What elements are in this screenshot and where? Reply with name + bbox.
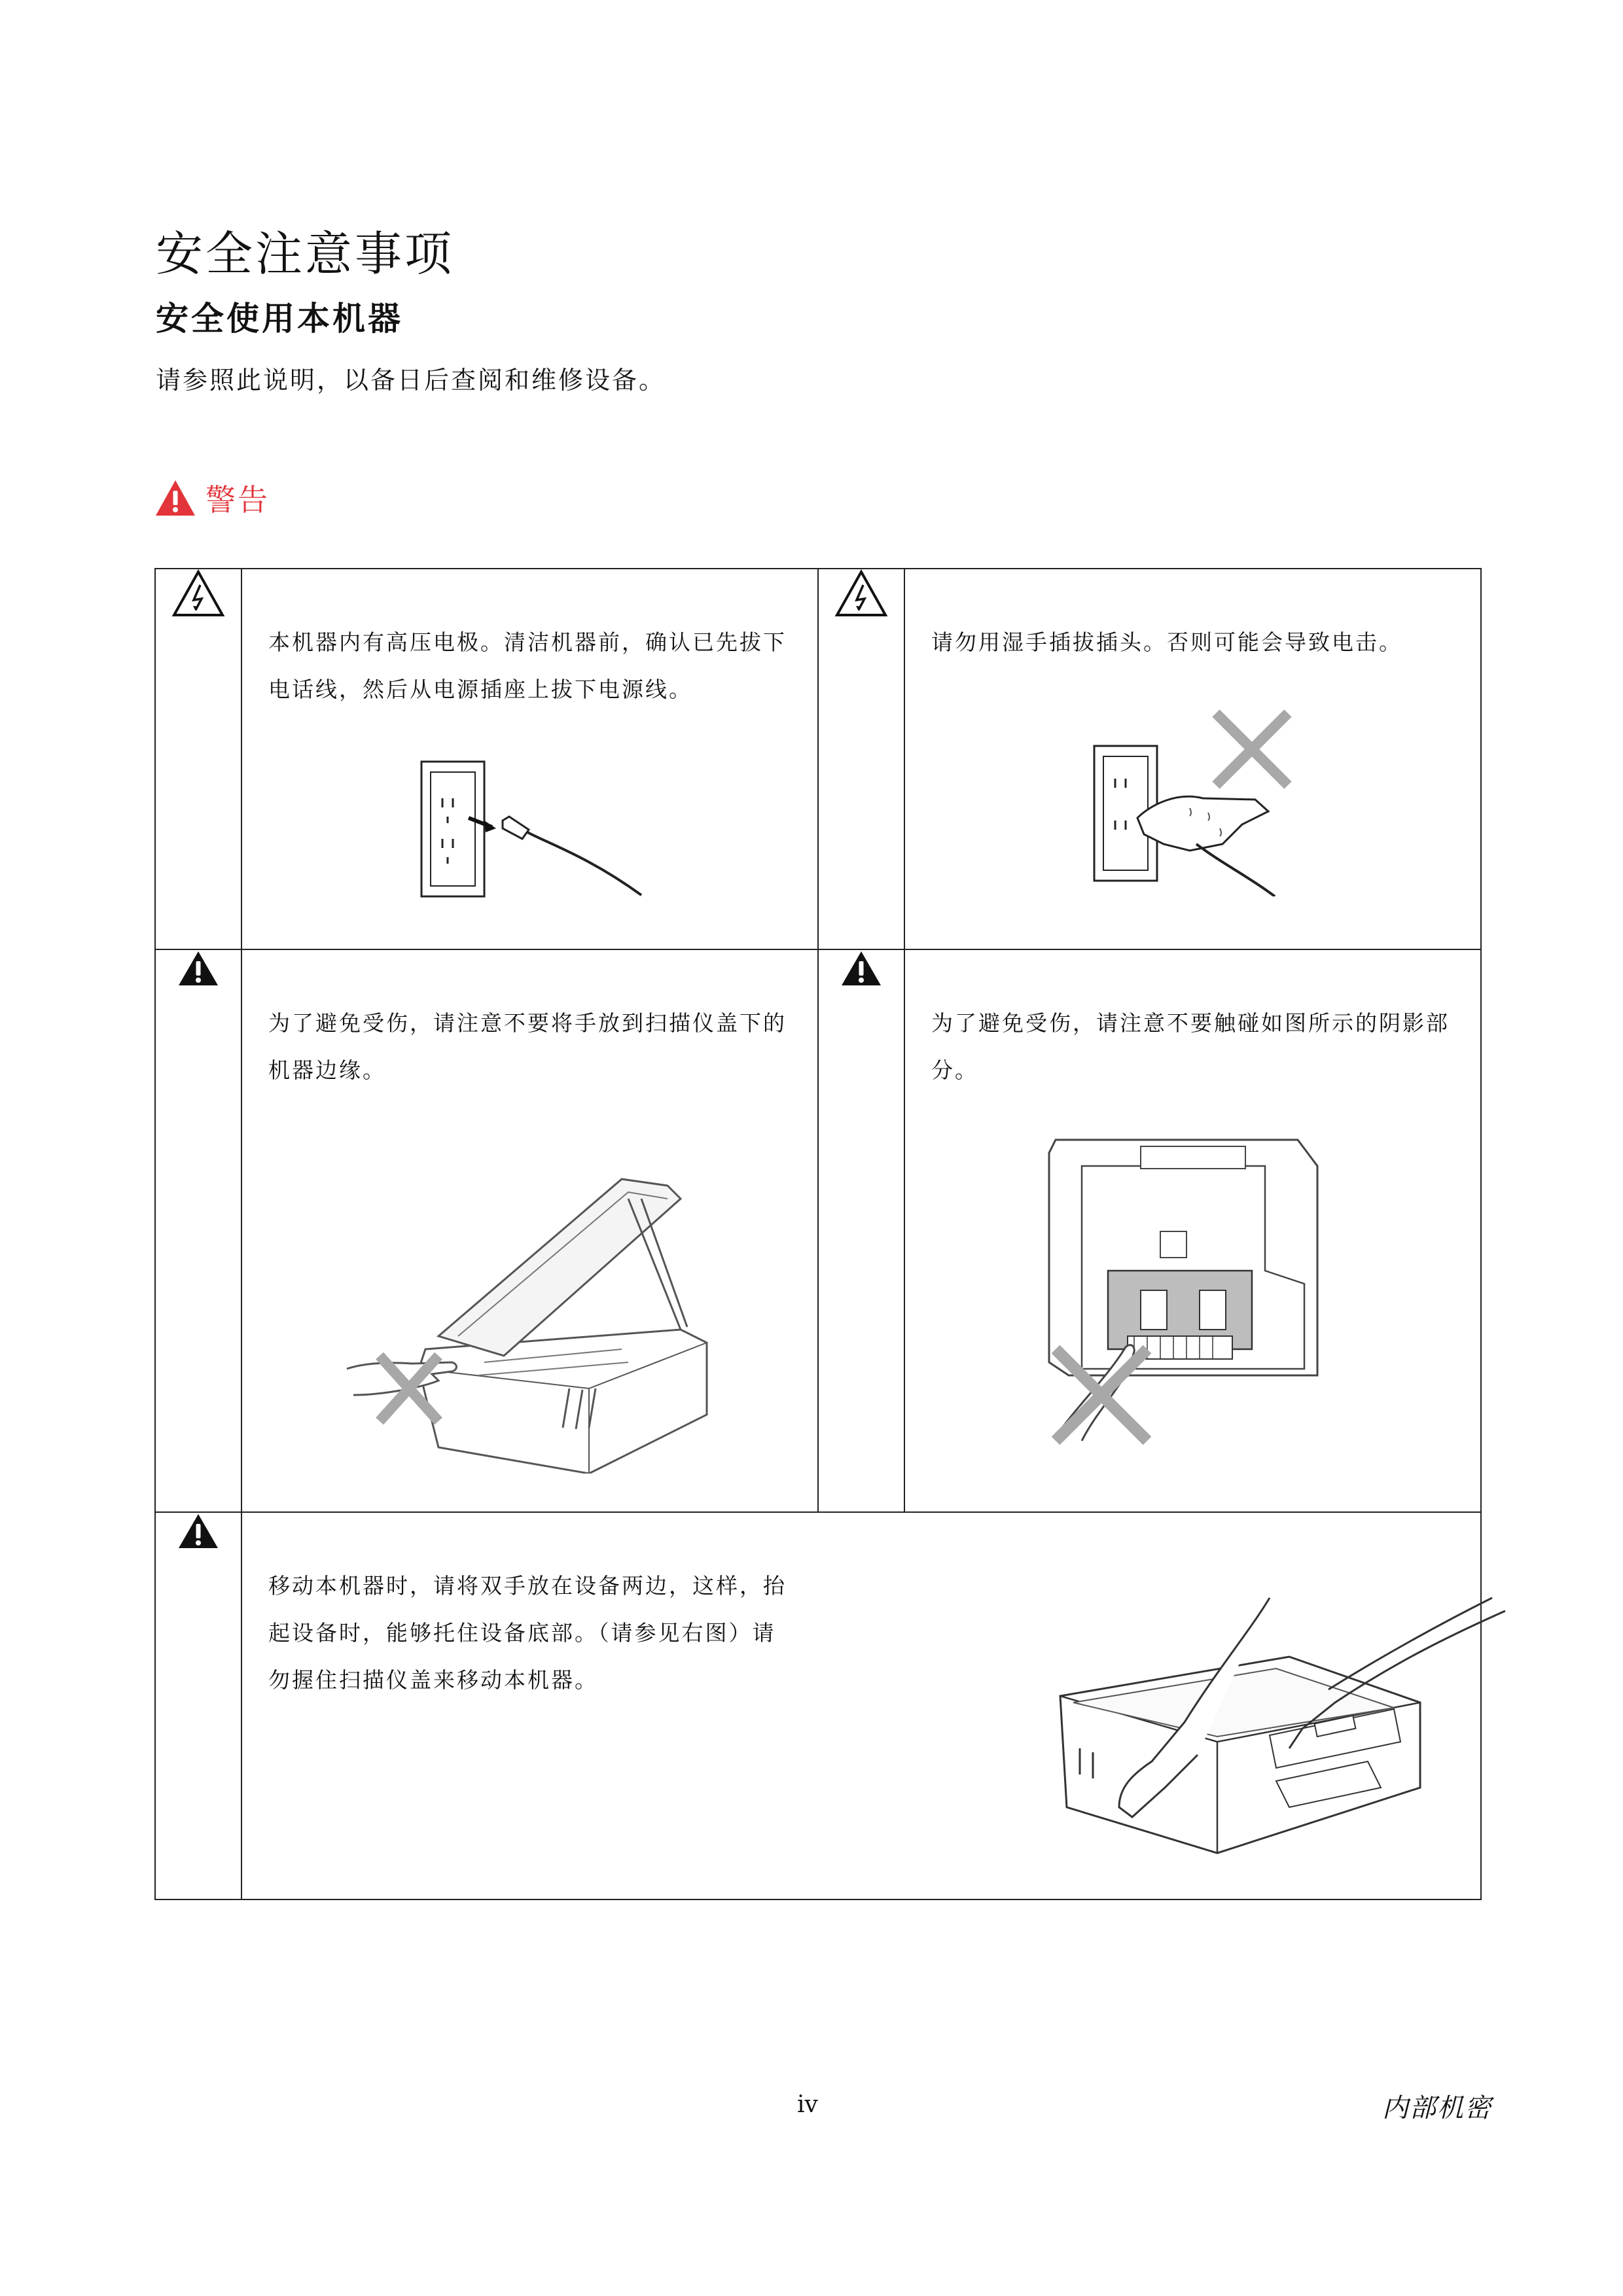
high-voltage-icon [171, 569, 225, 618]
caution-exclamation-icon [840, 950, 882, 987]
safety-cell-wet-hands [904, 569, 1481, 949]
wet-hand-plug-prohibited-illustration [1092, 700, 1301, 896]
safety-cell-shaded-area [904, 949, 1481, 1512]
icon-cell [818, 949, 904, 1512]
icon-cell [155, 949, 241, 1512]
icon-cell [818, 569, 904, 949]
warning-label: 警告 [205, 482, 270, 518]
cell-text: 请勿用湿手插拔插头。否则可能会导致电击。 [931, 629, 1402, 655]
caution-exclamation-icon [177, 950, 219, 987]
icon-cell [155, 569, 241, 949]
page-title: 安全注意事项 [156, 226, 455, 281]
high-voltage-icon [834, 569, 888, 618]
confidential-label: 内部机密 [1382, 2093, 1492, 2123]
page-number: iv [797, 2091, 818, 2118]
safety-cell-moving-machine [241, 1512, 1481, 1899]
icon-cell [155, 1512, 241, 1899]
intro-text: 请参照此说明，以备日后查阅和维修设备。 [156, 366, 666, 395]
carry-machine-illustration [1054, 1591, 1512, 1873]
safety-cell-unplug [241, 569, 818, 949]
cell-text: 移动本机器时，请将双手放在设备两边，这样，抬起设备时，能够托住设备底部。（请参见右图）请勿握住扫描仪盖来移动本机器。 [268, 1573, 787, 1693]
section-subtitle: 安全使用本机器 [156, 300, 403, 338]
caution-exclamation-icon [177, 1513, 219, 1549]
cell-text: 本机器内有高压电极。清洁机器前，确认已先拔下电话线，然后从电源插座上拔下电源线。 [268, 629, 787, 702]
safety-cell-scanner-cover [241, 949, 818, 1512]
cell-text: 为了避免受伤，请注意不要将手放到扫描仪盖下的机器边缘。 [268, 1010, 787, 1083]
warning-heading [154, 476, 270, 520]
shaded-area-back-illustration [1043, 1127, 1330, 1454]
warning-triangle-icon [154, 479, 196, 517]
hand-under-scanner-cover-illustration [340, 1173, 746, 1474]
cell-text: 为了避免受伤，请注意不要触碰如图所示的阴影部分。 [931, 1010, 1450, 1083]
unplug-power-cord-illustration [419, 759, 654, 903]
safety-table [154, 568, 1482, 1900]
